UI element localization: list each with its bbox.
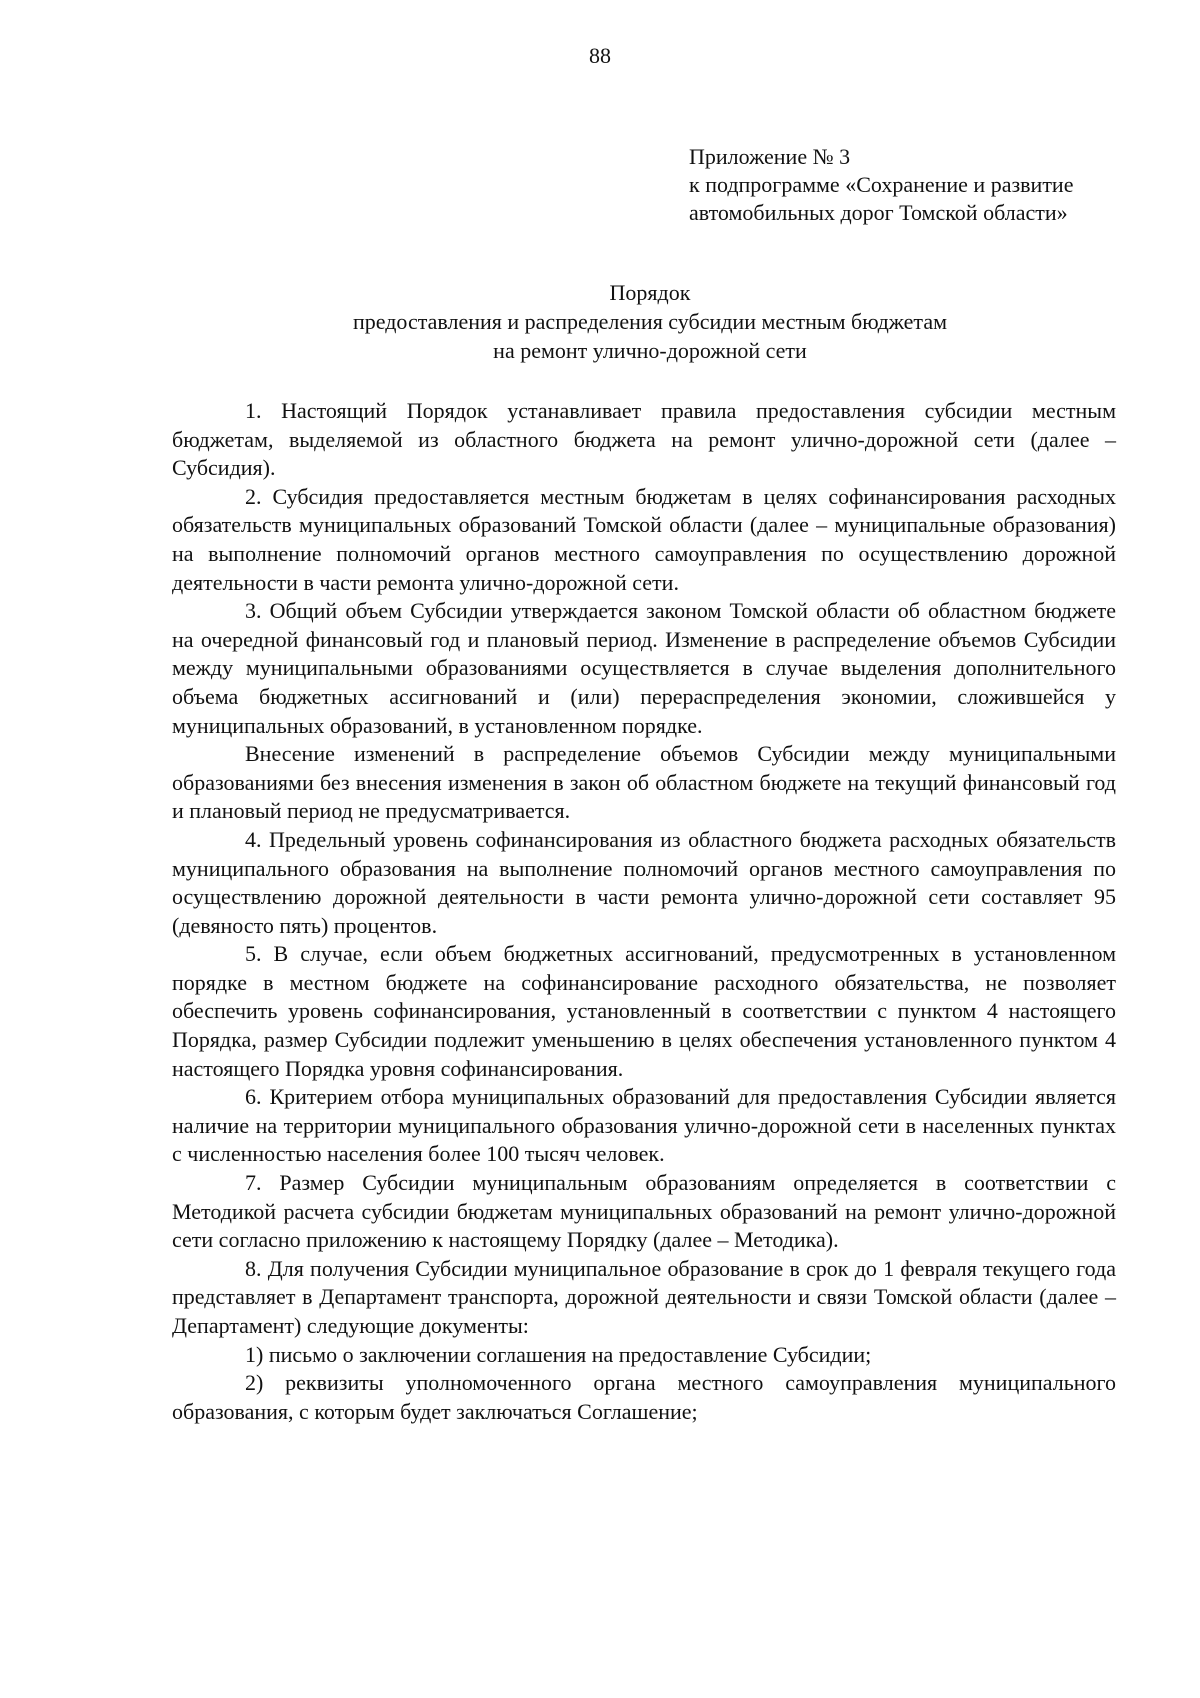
appendix-heading bbox=[689, 143, 1149, 227]
title-line-3: на ремонт улично-дорожной сети bbox=[493, 338, 807, 363]
paragraph-4: 4. Предельный уровень софинансирования из областного бюджета расходных обязательств муниципального образования на выполнение полномочий органов местного самоуправления по осуществлению дорожной деятельности в части ремонта улично-дорожной сети составляет 95 (девяносто пять) процентов. bbox=[172, 826, 1116, 938]
appendix-line-2: к подпрограмме «Сохранение и развитие bbox=[689, 172, 1074, 197]
paragraph-6: 6. Критерием отбора муниципальных образований для предоставления Субсидии является наличие на территории муниципального образования улично-дорожной сети в населенных пунктах с численностью населения более 100 тысяч человек. bbox=[172, 1084, 1116, 1167]
title-line-1: Порядок bbox=[609, 280, 691, 305]
document-body bbox=[172, 397, 1116, 1426]
page-number: 88 bbox=[589, 43, 611, 68]
title-line-2: предоставления и распределения субсидии местным бюджетам bbox=[352, 309, 948, 334]
paragraph-7: 7. Размер Субсидии муниципальным образованиям определяется в соответствии с Методикой расчета субсидии бюджетам муниципальных образований на ремонт улично-дорожной сети согласно приложению к настоящему Порядку (далее – Методика). bbox=[172, 1170, 1116, 1253]
appendix-line-3: автомобильных дорог Томской области» bbox=[689, 200, 1068, 225]
appendix-line-1: Приложение № 3 bbox=[689, 144, 851, 169]
paragraph-3: 3. Общий объем Субсидии утверждается законом Томской области об областном бюджете на очередной финансовый год и плановый период. Изменение в распределение объемов Субсидии между муниципальными образованиями осуществляется в случае выделения дополнительного объема бюджетных ассигнований и (или) перераспределения экономии, сложившейся у муниципальных образований, в установленном порядке. bbox=[172, 598, 1116, 738]
paragraph-3-continued: Внесение изменений в распределение объемов Субсидии между муниципальными образованиями без внесения изменения в закон об областном бюджете на текущий финансовый год и плановый период не предусматривается. bbox=[172, 741, 1116, 824]
paragraph-8: 8. Для получения Субсидии муниципальное образование в срок до 1 февраля текущего года представляет в Департамент транспорта, дорожной деятельности и связи Томской области (далее – Департамент) следующие документы: bbox=[172, 1255, 1116, 1338]
paragraph-1: 1. Настоящий Порядок устанавливает правила предоставления субсидии местным бюджетам, выделяемой из областного бюджета на ремонт улично-дорожной сети (далее – Субсидия). bbox=[172, 398, 1116, 481]
list-item-2: 2) реквизиты уполномоченного органа местного самоуправления муниципального образования, с которым будет заключаться Соглашение; bbox=[172, 1370, 1116, 1424]
paragraph-2: 2. Субсидия предоставляется местным бюджетам в целях софинансирования расходных обязательств муниципальных образований Томской области (далее – муниципальные образования) на выполнение полномочий органов местного самоуправления по осуществлению дорожной деятельности в части ремонта улично-дорожной сети. bbox=[172, 483, 1116, 595]
paragraph-5: 5. В случае, если объем бюджетных ассигнований, предусмотренных в установленном порядке в местном бюджете на софинансирование расходного обязательства, не позволяет обеспечить уровень софинансирования, установленный в соответствии с пунктом 4 настоящего Порядка, размер Субсидии подлежит уменьшению в целях обеспечения установленного пунктом 4 настоящего Порядка уровня софинансирования. bbox=[172, 941, 1116, 1081]
list-item-1: 1) письмо о заключении соглашения на предоставление Субсидии; bbox=[245, 1341, 872, 1367]
document-title bbox=[0, 278, 1200, 365]
